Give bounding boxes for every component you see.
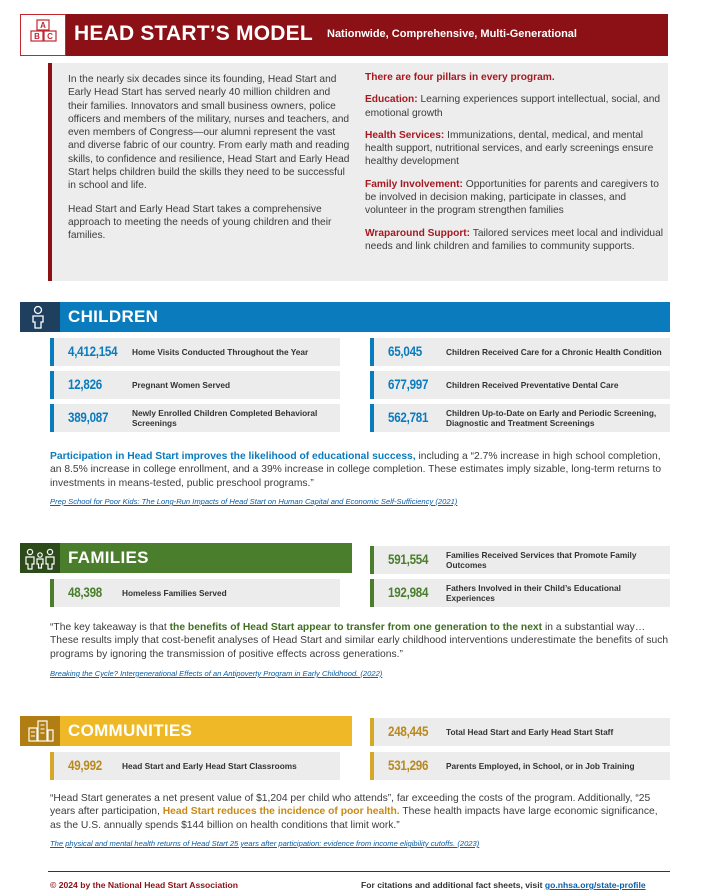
stat-label: Children Received Preventative Dental Care	[446, 379, 619, 390]
stat-label: Pregnant Women Served	[132, 379, 231, 390]
stat-family-outcomes	[370, 546, 670, 574]
families-citation-link[interactable]: Breaking the Cycle? Intergenerational Effects of an Antipoverty Program in Early Childhood. (2022)	[50, 669, 383, 678]
communities-quote: “Head Start generates a net present value of $1,204 per child who attends”, far exceeding the costs of the program. Additionally, “25 years after participation, Head Start reduces the incidence of poor health. These health impacts have large economic significance, as the U.S. annually spends $144 billion on health conditions that limit work.”	[50, 793, 658, 831]
stat-value: 591,554	[388, 552, 429, 567]
stat-value: 531,296	[388, 758, 429, 773]
pillar-health: Health Services: Immunizations, dental, medical, and mental health support, nutritional services, and early screenings ensure healthy development	[365, 129, 654, 168]
page-subtitle: Nationwide, Comprehensive, Multi-Generational	[327, 28, 577, 40]
intro-text	[68, 73, 350, 253]
intro-panel	[48, 63, 668, 281]
communities-citation-link[interactable]: The physical and mental health returns of Head Start 25 years after participation: evidence from income eligibility cutoffs. (2023)	[50, 839, 480, 848]
stat-value: 192,984	[388, 585, 429, 600]
stat-epsdt-screenings	[370, 404, 670, 432]
children-section-bar	[20, 302, 670, 332]
pillar-wraparound: Wraparound Support: Tailored services meet local and individual needs and link children and families to community supports.	[365, 227, 663, 252]
section-title-communities: COMMUNITIES	[68, 721, 193, 740]
stat-label: Head Start and Early Head Start Classrooms	[122, 760, 297, 771]
stat-parents-employed	[370, 752, 670, 780]
stat-label: Parents Employed, in School, or in Job Training	[446, 760, 635, 771]
pillar-family: Family Involvement: Opportunities for parents and caregivers to be involved in decision making, participate in classes, and volunteer in the program strengthen families	[365, 178, 659, 217]
pillars-list	[365, 71, 663, 262]
svg-text:B: B	[34, 32, 40, 41]
stat-pregnant-women	[50, 371, 340, 399]
footer-more-info: For citations and additional fact sheets, visit go.nhsa.org/state-profile	[361, 880, 646, 890]
stat-homeless-families	[50, 579, 340, 607]
children-quote: Participation in Head Start improves the likelihood of educational success, including a “2.7% increase in high school completion, an 8.5% increase in college enrollment, and a 39% increase in college completion. These estimates imply sizable, long-term returns to investments in means-tested, public preschool programs.”	[50, 451, 662, 489]
copyright-text: © 2024 by the National Head Start Association	[50, 880, 238, 890]
pillar-education: Education: Learning experiences support intellectual, social, and emotional growth	[365, 94, 661, 119]
stat-behavioral-screenings	[50, 404, 340, 432]
communities-section-bar	[20, 716, 352, 746]
page-title: HEAD START’S MODEL	[74, 22, 313, 45]
stat-value: 49,992	[68, 758, 102, 773]
stat-value: 4,412,154	[68, 344, 118, 359]
stat-value: 65,045	[388, 344, 422, 359]
section-title-families: FAMILIES	[68, 548, 149, 567]
footer-divider	[48, 871, 670, 872]
stat-label: Total Head Start and Early Head Start Staff	[446, 726, 614, 737]
stat-dental-care	[370, 371, 670, 399]
stat-label: Newly Enrolled Children Completed Behavioral Screenings	[132, 407, 318, 428]
families-quote: “The key takeaway is that the benefits of Head Start appear to transfer from one generation to the next in a substantial way… These results imply that cost-benefit analyses of Head Start and similar early childhood interventions underestimate the benefits of such programs by ignoring the transmission of positive effects across generations.”	[50, 622, 669, 660]
intro-paragraph: Head Start and Early Head Start takes a comprehensive approach to meeting the needs of young children and their families.	[68, 203, 332, 242]
family-icon	[20, 543, 60, 573]
svg-text:A: A	[40, 21, 46, 30]
stat-classrooms	[50, 752, 340, 780]
header-banner	[20, 14, 668, 56]
stat-home-visits	[50, 338, 340, 366]
pillars-heading: There are four pillars in every program.	[365, 72, 555, 83]
svg-text:C: C	[47, 32, 53, 41]
stat-value: 248,445	[388, 724, 429, 739]
stat-fathers-involved	[370, 579, 670, 607]
families-section-bar	[20, 543, 352, 573]
stat-value: 562,781	[388, 410, 429, 425]
section-title-children: CHILDREN	[68, 307, 159, 326]
state-profile-link[interactable]: go.nhsa.org/state-profile	[544, 880, 646, 890]
intro-paragraph: In the nearly six decades since its founding, Head Start and Early Head Start has served nearly 40 million children and their families. Innovators and small business owners, police officers and members of the military, nurses and teachers, and even members of Congress—our alumni represent the vast and diverse fabric of our country. From early math and reading skills, to confidence and resilience, Head Start and Early Head Start helps children build the skills they need to be successful in school and life.	[68, 74, 350, 192]
stat-chronic-health	[370, 338, 670, 366]
stat-label: Children Up-to-Date on Early and Periodic Screening, Diagnostic and Treatment Screenings	[446, 407, 657, 428]
children-citation-link[interactable]: Prep School for Poor Kids: The Long-Run Impacts of Head Start on Human Capital and Economic Self-Sufficiency (2021)	[50, 497, 458, 506]
stat-label: Fathers Involved in their Child’s Educational Experiences	[446, 582, 621, 603]
child-icon	[20, 302, 60, 332]
stat-value: 12,826	[68, 377, 102, 392]
stat-label: Homeless Families Served	[122, 587, 227, 598]
stat-value: 677,997	[388, 377, 429, 392]
stat-value: 389,087	[68, 410, 109, 425]
stat-label: Children Received Care for a Chronic Health Condition	[446, 346, 662, 357]
stat-label: Families Received Services that Promote Family Outcomes	[446, 549, 637, 570]
stat-label: Home Visits Conducted Throughout the Year	[132, 346, 309, 357]
stat-total-staff	[370, 718, 670, 746]
stat-value: 48,398	[68, 585, 102, 600]
abc-blocks-icon	[20, 14, 66, 56]
buildings-icon	[20, 716, 60, 746]
